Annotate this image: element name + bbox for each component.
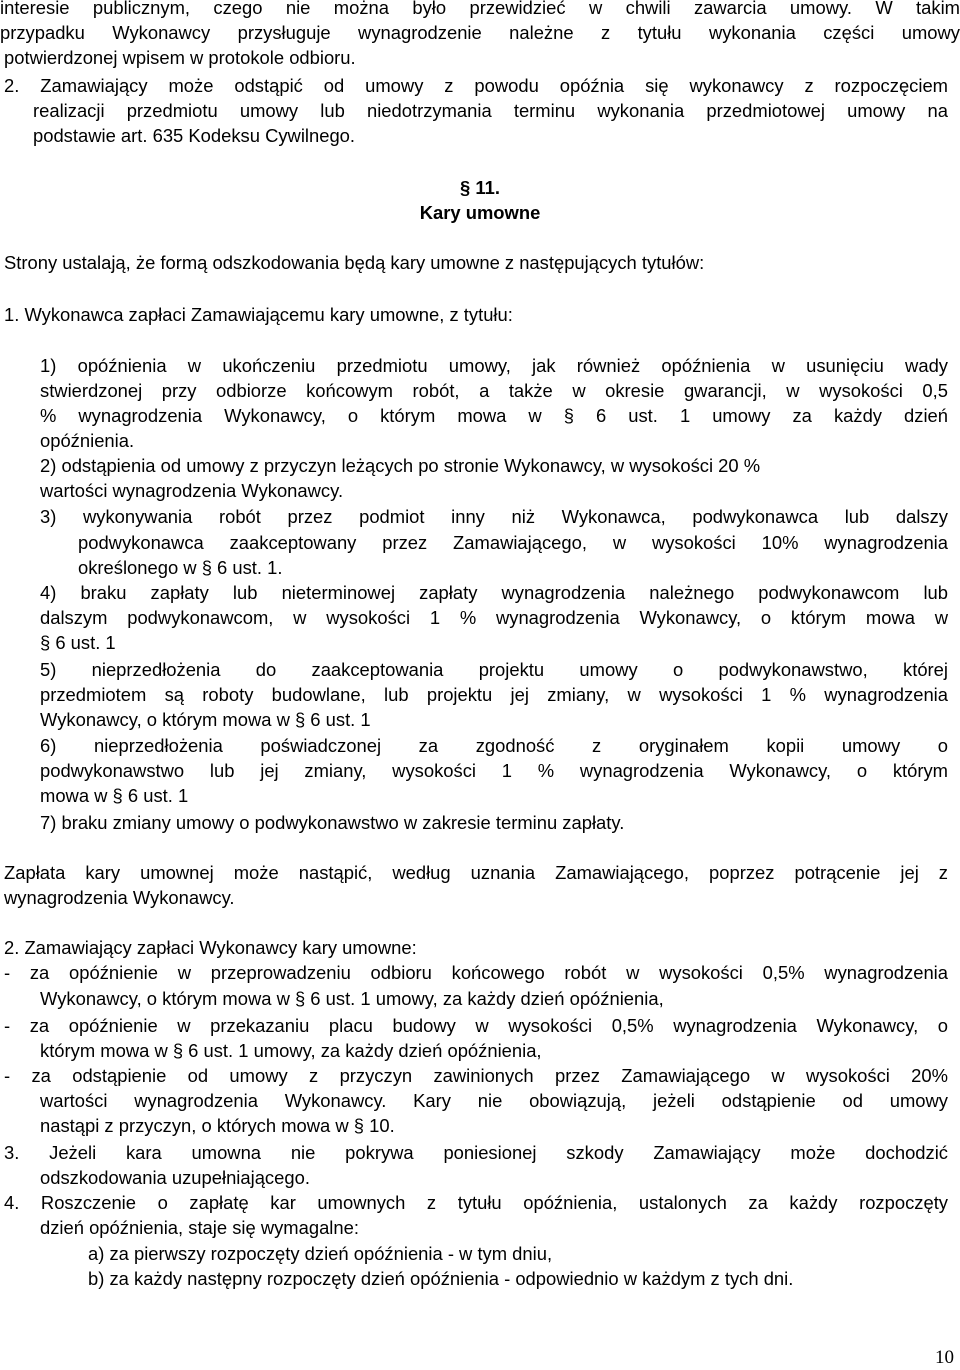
text-line: % wynagrodzenia Wykonawcy, o którym mowa w § 6 ust. 1 umowy za każdy dzień: [40, 405, 948, 426]
text-line: przedmiotem są roboty budowlane, lub projektu jej zmiany, w wysokości 1 % wynagrodzenia: [40, 684, 948, 705]
text-line: stwierdzonej przy odbiorze końcowym robót, a także w okresie gwarancji, w wysokości 0,5: [40, 380, 948, 401]
text-line: Strony ustalają, że formą odszkodowania będą kary umowne z następujących tytułów:: [4, 252, 705, 273]
text-line: 1. Wykonawca zapłaci Zamawiającemu kary umowne, z tytułu:: [4, 304, 513, 325]
text-line: Wykonawcy, o którym mowa w § 6 ust. 1 umowy, za każdy dzień opóźnienia,: [40, 988, 664, 1009]
text-line: 3) wykonywania robót przez podmiot inny niż Wykonawca, podwykonawca lub dalszy: [40, 506, 948, 527]
text-line: § 6 ust. 1: [40, 632, 116, 653]
text-line: wartości wynagrodzenia Wykonawcy. Kary nie obowiązują, jeżeli odstąpienie od umowy: [40, 1090, 948, 1111]
text-line: 6) nieprzedłożenia poświadczonej za zgodność z oryginałem kopii umowy o: [40, 735, 948, 756]
text-line: mowa w § 6 ust. 1: [40, 785, 189, 806]
text-line: przypadku Wykonawcy przysługuje wynagrodzenie należne z tytułu wykonania części umowy: [0, 22, 960, 43]
text-line: 4) braku zapłaty lub nieterminowej zapłaty wynagrodzenia należnego podwykonawcom lub: [40, 582, 948, 603]
text-line: 1) opóźnienia w ukończeniu przedmiotu umowy, jak również opóźnienia w usunięciu wady: [40, 355, 948, 376]
text-line: 3. Jeżeli kara umowna nie pokrywa poniesionej szkody Zamawiający może dochodzić: [4, 1142, 948, 1163]
text-line: b) za każdy następny rozpoczęty dzień opóźnienia - odpowiednio w każdym z tych dni.: [88, 1268, 794, 1289]
text-line: interesie publicznym, czego nie można było przewidzieć w chwili zawarcia umowy. W takim: [0, 0, 960, 18]
text-line: 2. Zamawiający może odstąpić od umowy z powodu opóźnia się wykonawcy z rozpoczęciem: [4, 75, 948, 96]
text-line: potwierdzonej wpisem w protokole odbioru.: [4, 47, 356, 68]
text-line: określonego w § 6 ust. 1.: [78, 557, 283, 578]
text-line: podwykonawca zaakceptowany przez Zamawiającego, w wysokości 10% wynagrodzenia: [78, 532, 948, 553]
text-line: nastąpi z przyczyn, o których mowa w § 10.: [40, 1115, 395, 1136]
text-line: wartości wynagrodzenia Wykonawcy.: [40, 480, 344, 501]
text-line: podstawie art. 635 Kodeksu Cywilnego.: [33, 125, 356, 146]
section-number: § 11.: [460, 177, 500, 198]
text-line: - za opóźnienie w przekazaniu placu budowy w wysokości 0,5% wynagrodzenia Wykonawcy, o: [4, 1015, 948, 1036]
text-line: dzień opóźnienia, staje się wymagalne:: [40, 1217, 359, 1238]
text-line: wynagrodzenia Wykonawcy.: [4, 887, 235, 908]
section-title: Kary umowne: [419, 202, 541, 223]
text-line: podwykonawstwo lub jej zmiany, wysokości 1 % wynagrodzenia Wykonawcy, o którym: [40, 760, 948, 781]
text-line: odszkodowania uzupełniającego.: [40, 1167, 310, 1188]
text-line: 7) braku zmiany umowy o podwykonawstwo w zakresie terminu zapłaty.: [40, 812, 625, 833]
text-line: - za odstąpienie od umowy z przyczyn zawinionych przez Zamawiającego w wysokości 20%: [4, 1065, 948, 1086]
text-line: opóźnienia.: [40, 430, 135, 451]
text-line: 2) odstąpienia od umowy z przyczyn leżących po stronie Wykonawcy, w wysokości 20 %: [40, 455, 761, 476]
text-line: - za opóźnienie w przeprowadzeniu odbioru końcowego robót w wysokości 0,5% wynagrodzenia: [4, 962, 948, 983]
text-line: 5) nieprzedłożenia do zaakceptowania projektu umowy o podwykonawstwo, której: [40, 659, 948, 680]
text-line: a) za pierwszy rozpoczęty dzień opóźnienia - w tym dniu,: [88, 1243, 553, 1264]
text-line: którym mowa w § 6 ust. 1 umowy, za każdy dzień opóźnienia,: [40, 1040, 542, 1061]
text-line: Wykonawcy, o którym mowa w § 6 ust. 1: [40, 709, 371, 730]
text-line: Zapłata kary umownej może nastąpić, według uznania Zamawiającego, poprzez potrącenie jej z: [4, 862, 948, 883]
page-number: 10: [935, 1347, 954, 1368]
text-line: 4. Roszczenie o zapłatę kar umownych z tytułu opóźnienia, ustalonych za każdy rozpoczęty: [4, 1192, 948, 1213]
text-line: 2. Zamawiający zapłaci Wykonawcy kary umowne:: [4, 937, 417, 958]
text-line: realizacji przedmiotu umowy lub niedotrzymania terminu wykonania przedmiotowej umowy na: [33, 100, 948, 121]
text-line: dalszym podwykonawcom, w wysokości 1 % wynagrodzenia Wykonawcy, o którym mowa w: [40, 607, 948, 628]
